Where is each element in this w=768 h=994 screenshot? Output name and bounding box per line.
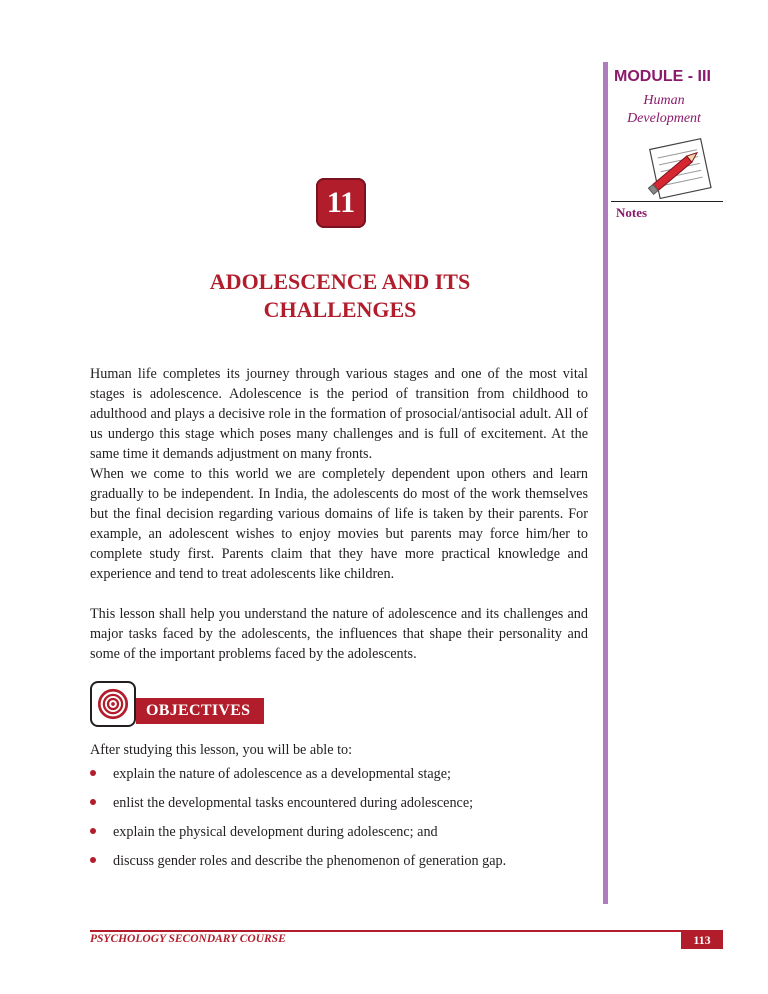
module-subtitle — [614, 92, 714, 128]
bullet-icon — [90, 770, 96, 776]
list-item — [90, 822, 506, 851]
notes-divider — [611, 201, 723, 202]
margin-bar — [603, 62, 608, 904]
module-subtitle-line1: Human — [643, 93, 685, 108]
list-item-text: explain the nature of adolescence as a developmental stage; — [113, 766, 451, 782]
footer-course: PSYCHOLOGY SECONDARY COURSE — [90, 933, 286, 945]
chapter-title — [90, 268, 590, 324]
chapter-number: 11 — [316, 178, 366, 228]
module-subtitle-line2: Development — [627, 111, 701, 126]
target-icon — [90, 681, 136, 727]
bullet-icon — [90, 828, 96, 834]
module-label: MODULE - III — [614, 68, 711, 85]
bullet-icon — [90, 799, 96, 805]
objectives-list — [90, 764, 506, 880]
objectives-intro: After studying this lesson, you will be able to: — [90, 742, 353, 758]
list-item-text: enlist the developmental tasks encountered during adolescence; — [113, 795, 474, 811]
list-item — [90, 851, 506, 880]
list-item-text: discuss gender roles and describe the phenomenon of generation gap. — [113, 853, 507, 869]
chapter-title-line1: ADOLESCENCE AND ITS — [209, 269, 471, 294]
objectives-heading: OBJECTIVES — [136, 698, 264, 724]
paragraph-3: This lesson shall help you understand the nature of adolescence and its challenges and major tasks faced by the adolescents, the influences that shape their personality and some of the important problems faced by the adolescents. — [90, 606, 588, 662]
list-item — [90, 793, 506, 822]
paragraph-1: Human life completes its journey through various stages and one of the most vital stages is adolescence. Adolescence is the period of transition from childhood to adulthood and plays a decisive role in the formation of prosocial/antisocial adult. All of us undergo this stage which poses many challenges and is full of excitement. At the same time it demands adjustment on many fronts. — [90, 366, 588, 462]
footer-divider — [90, 930, 723, 932]
list-item — [90, 764, 506, 793]
chapter-title-line2: CHALLENGES — [263, 297, 417, 322]
notes-pencil-icon — [640, 132, 716, 202]
notes-label: Notes — [616, 205, 648, 220]
list-item-text: explain the physical development during adolescenc; and — [113, 824, 438, 840]
bullet-icon — [90, 857, 96, 863]
paragraph-2: When we come to this world we are completely dependent upon others and learn gradually to be independent. In India, the adolescents do most of the work themselves but the final decision regarding various domains of life is taken by their parents. For example, an adolescent wishes to enjoy movies but parents may force him/her to complete study first. Parents claim that they have more practical knowledge and experience and tend to treat adolescents like children. — [90, 466, 588, 582]
page-number: 113 — [681, 932, 723, 949]
